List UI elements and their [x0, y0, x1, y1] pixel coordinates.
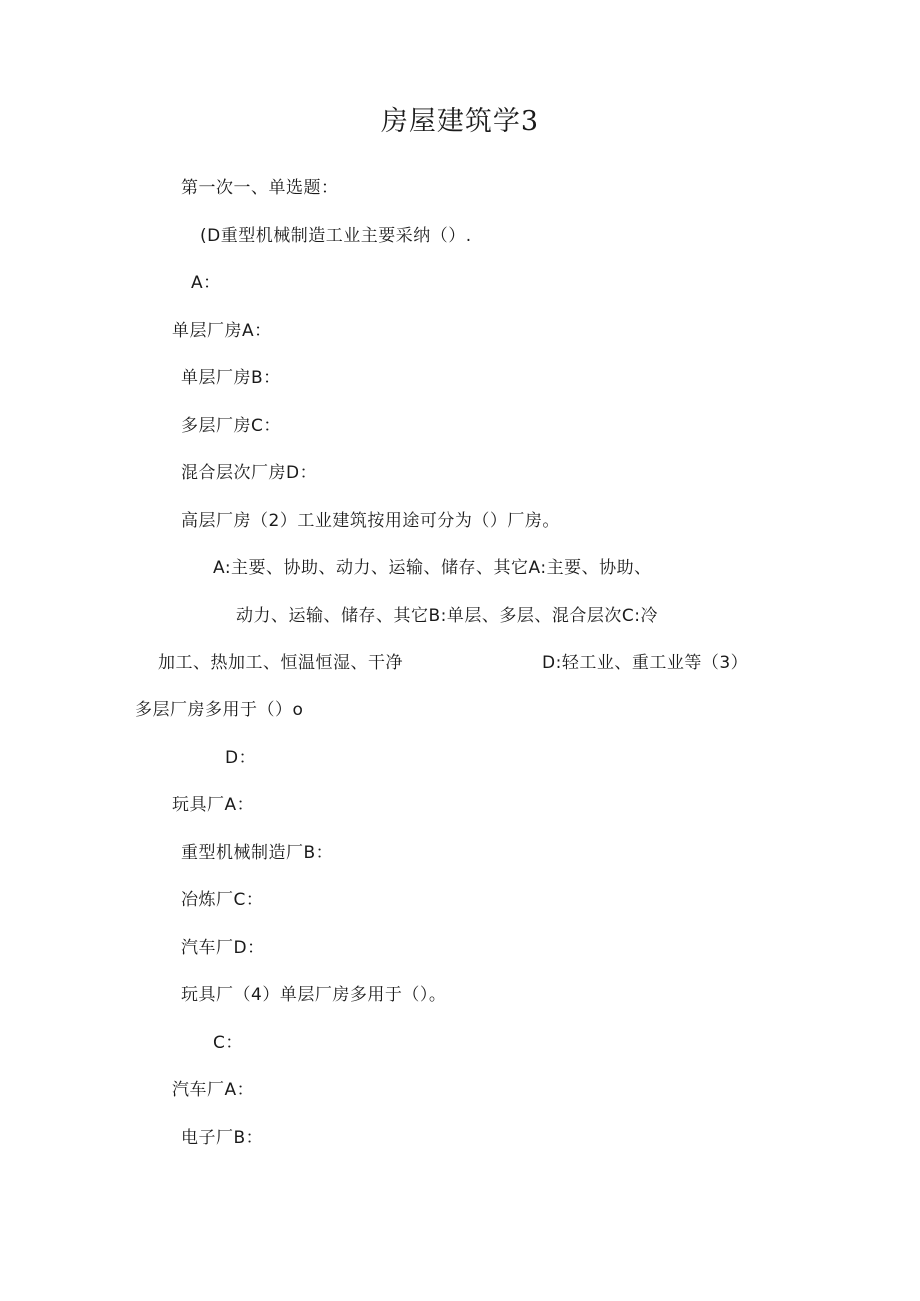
option-line: 动力、运输、储存、其它B:单层、多层、混合层次C:冷 — [236, 606, 658, 626]
option-line: 冶炼厂C： — [181, 890, 264, 910]
answer-3: D： — [225, 748, 257, 768]
option-line: D:轻工业、重工业等（3） — [542, 653, 749, 673]
question-1: (D重型机械制造工业主要采纳（）. — [200, 226, 472, 246]
question-2: 高层厂房（2）工业建筑按用途可分为（）厂房。 — [181, 511, 560, 531]
option-line: 单层厂房A： — [172, 321, 272, 341]
option-line: A:主要、协助、动力、运输、储存、其它A:主要、协助、 — [213, 558, 652, 578]
section-heading: 第一次一、单选题： — [181, 178, 339, 198]
option-line: 电子厂B： — [181, 1128, 264, 1148]
answer-4: C： — [213, 1033, 243, 1053]
option-line: 多层厂房C： — [181, 416, 281, 436]
option-line: 混合层次厂房D： — [181, 463, 318, 483]
question-3: 多层厂房多用于（）o — [135, 700, 304, 720]
option-line: 单层厂房B： — [181, 368, 281, 388]
page-title: 房屋建筑学3 — [380, 106, 540, 137]
option-line: 玩具厂A： — [172, 795, 255, 815]
option-line: 汽车厂D： — [181, 938, 265, 958]
question-4: 玩具厂（4）单层厂房多用于（）。 — [181, 985, 447, 1005]
option-line: 加工、热加工、恒温恒湿、干净 — [158, 653, 403, 673]
option-line: 重型机械制造厂B： — [181, 843, 334, 863]
option-line: 汽车厂A： — [172, 1080, 255, 1100]
answer-1: A： — [191, 273, 221, 293]
